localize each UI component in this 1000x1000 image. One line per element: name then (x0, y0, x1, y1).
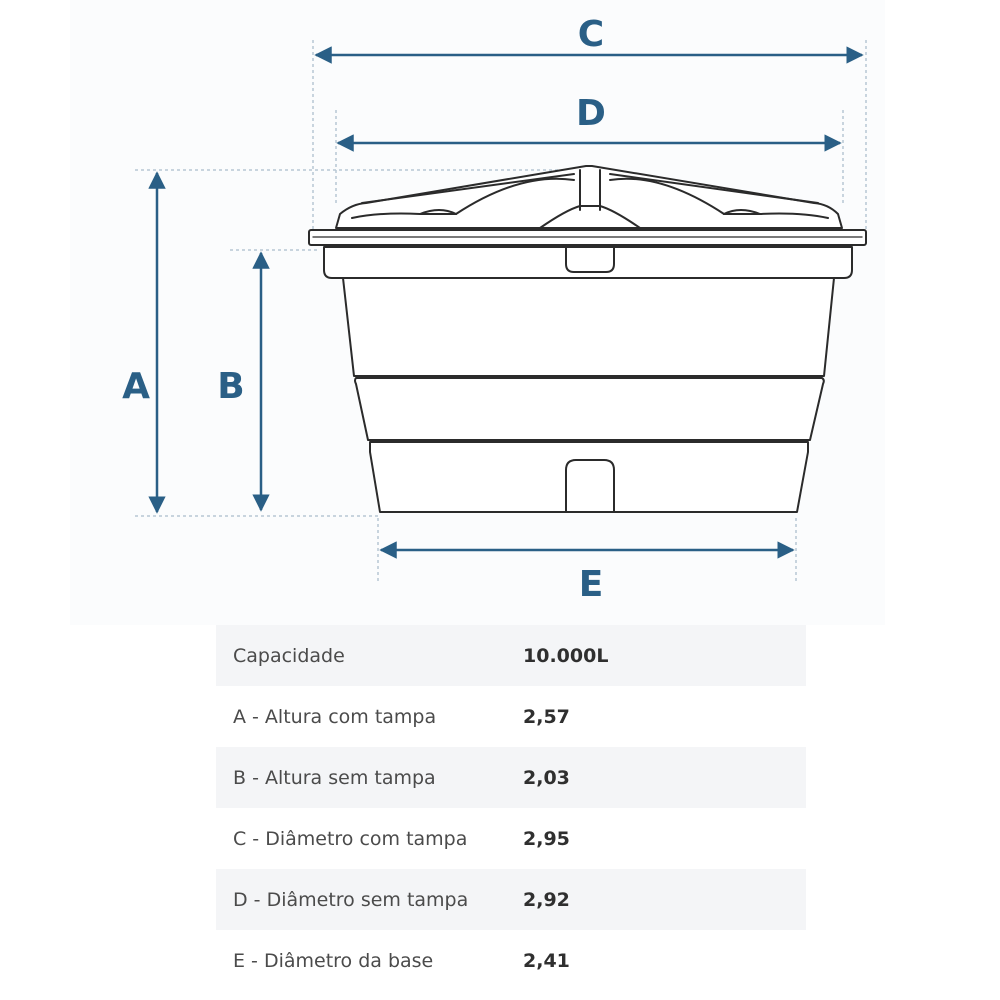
tank-lid (336, 166, 842, 228)
spec-label: A - Altura com tampa (216, 686, 523, 747)
tank-upper-band (324, 247, 852, 278)
spec-label: Capacidade (216, 625, 523, 686)
table-row (216, 869, 806, 930)
table-row (216, 686, 806, 747)
spec-value: 2,92 (523, 869, 806, 930)
spec-label: D - Diâmetro sem tampa (216, 869, 523, 930)
table-row (216, 625, 806, 686)
dimension-label-e: E (578, 564, 604, 605)
spec-value: 2,95 (523, 808, 806, 869)
dimension-label-a: A (122, 366, 150, 407)
table-row (216, 747, 806, 808)
spec-value: 2,41 (523, 930, 806, 991)
table-row (216, 930, 806, 991)
spec-label: C - Diâmetro com tampa (216, 808, 523, 869)
dimension-label-b: B (217, 366, 245, 407)
specifications-table (216, 625, 806, 991)
dimension-label-c: C (577, 14, 605, 55)
tank-body-upper (343, 278, 834, 376)
tank-body-middle (355, 378, 824, 440)
spec-label: E - Diâmetro da base (216, 930, 523, 991)
dimension-label-d: D (576, 93, 606, 134)
tank-base (370, 442, 808, 512)
spec-value: 2,03 (523, 747, 806, 808)
spec-value: 2,57 (523, 686, 806, 747)
water-tank-drawing (309, 166, 866, 512)
spec-label: B - Altura sem tampa (216, 747, 523, 808)
spec-value: 10.000L (523, 625, 806, 686)
table-row (216, 808, 806, 869)
